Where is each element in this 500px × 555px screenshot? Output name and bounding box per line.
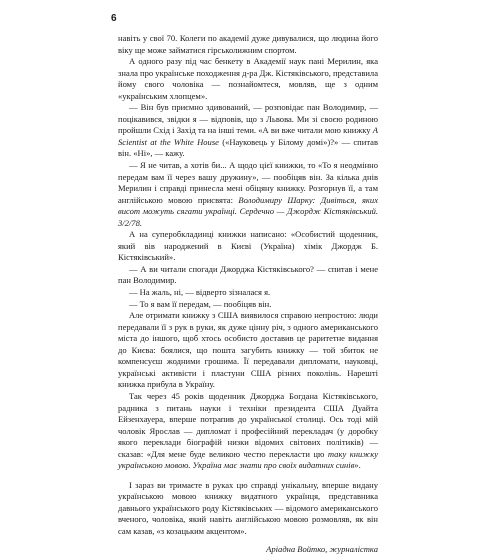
paragraph-4: [118, 160, 378, 229]
body-text: [118, 33, 378, 555]
paragraph-3: [118, 102, 378, 160]
paragraph-8: — То я вам її передам, — пообіцяв він.: [129, 298, 272, 309]
paragraph-9: Але отримати книжку з США виявилося справою непростою: люди передавали її з рук в руки, як дуже цінну річ, з одного американського міста до іншого, щоб хтось особисто доставив це раритетне видання до Києва: боялися, що пошта загубить книжку — той збиток не компенсуєш жодними грошима. Її передавали дипломати, науковці, українські активісти і пластуни США різних поколінь. Нарешті книжка прибула в Україну.: [118, 310, 378, 390]
paragraph-10-tail: ».: [354, 460, 361, 471]
signature: Аріадна Войтко, журналістка: [266, 543, 378, 554]
paragraph-2: А одного разу під час бенкету в Академії наук пані Мерилин, яка знала про українське походження д-ра Дж. Кістяківського, представила йому свого чоловіка — познайомтеся, мовляв, ще з одним «українським хлопцем».: [118, 56, 378, 101]
spacer: [118, 472, 378, 480]
paragraph-10-lead: Так через 45 років щоденник Джорджа Богдана Кістяківського, радника з питань науки і техніки президента США Дуайта Ейзенхауера, вперше потрапив до української столиці. Ось тоді мій чоловік Ярослав — дипломат і професійний перекладач (у доробку якого переклади біографій низки відомих світових політиків) — сказав: «Для мене буде великою честю перекласти цю: [118, 390, 378, 459]
dedication: Володимиру Шарку: Дивіться, яких висот можуть сягати українці. Сердечно — Джордж Кістяківський. 3/2/78.: [118, 194, 378, 228]
paragraph-11: І зараз ви тримаєте в руках цю справді унікальну, вперше видану українською мовою книжку видатного українця, представника давнього українського роду Кістяківських — відомого американського вченого, чоловіка, який навіть англійською мовою розмовляв, як він сам казав, «з козацьким акцентом».: [118, 479, 378, 536]
paragraph-10: [118, 391, 378, 472]
page-number: 6: [111, 13, 117, 24]
paragraph-1: навіть у свої 70. Колеги по академії дуже дивувалися, що людина його віку ще може займатися гірськолижним спортом.: [118, 33, 378, 55]
paragraph-7: — На жаль, ні, — відверто зізналася я.: [129, 287, 271, 298]
paragraph-5: А на суперобкладинці книжки написано: «Особистий щоденник, який вів народжений в Києві (Україна) хімік Джордж Б. Кістяківський».: [118, 229, 378, 263]
paragraph-3-lead: — Він був приємно здивований, — розповідає пан Володимир, — поцікавився, звідки я — відповів, що з Львова. Ми зі своєю родиною пройшли Схід і Захід та на інші теми. «А ви вже читали мою книжку: [118, 102, 378, 136]
paragraph-6: — А ви читали спогади Джорджа Кістяківського? — спитав і мене пан Володимир.: [118, 263, 378, 286]
book-title: A Scientist at the White House: [118, 125, 378, 147]
paragraph-10-italic: таку книжку українською мовою. Україна має знати про своїх видатних синів: [118, 448, 378, 471]
paragraph-4-lead: — Я не читав, а хотів би... А щодо цієї книжки, то «То я неодмінно передам вам її через вашу дружину», — пообіцяв він. За кілька днів Мерилин і справді принесла мені обіцяну книжку. Розгорнув її, а там англійською мовою присвята:: [118, 160, 378, 205]
paragraph-3-tail: («Науковець у Білому домі»)?» — спитав він. «Ні», — кажу.: [118, 136, 379, 159]
